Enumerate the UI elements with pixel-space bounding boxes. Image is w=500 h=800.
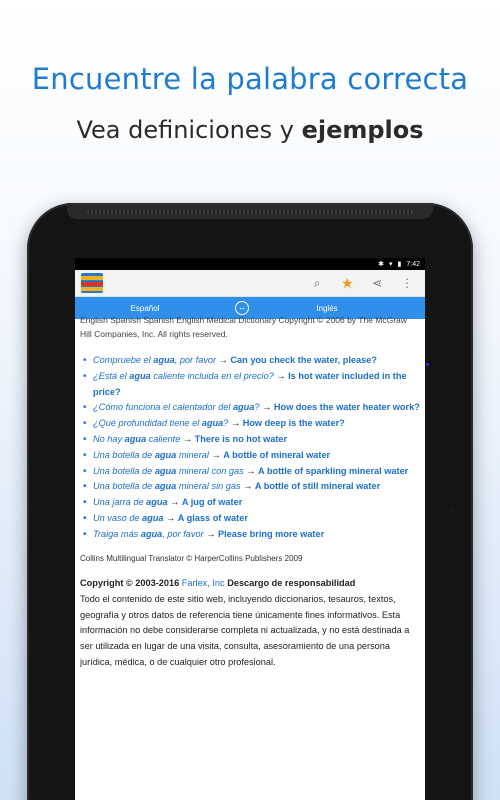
arrow-icon: → (211, 449, 221, 460)
example-item[interactable] (83, 432, 420, 448)
example-item[interactable] (83, 464, 420, 480)
toolbar-actions (311, 275, 419, 292)
example-spanish: No hay agua caliente (93, 433, 181, 444)
battery-icon: ▮ (397, 261, 402, 268)
promo-subheadline (0, 116, 500, 144)
target-language-tab[interactable]: Inglés (316, 303, 338, 313)
arrow-icon: → (218, 355, 228, 365)
search-icon[interactable]: ⌕ (313, 275, 321, 290)
example-item[interactable] (83, 479, 420, 495)
example-spanish: ¿Qué profundidad tiene el agua? (93, 418, 229, 429)
example-spanish: Una botella de agua mineral con gas (93, 465, 244, 476)
sensor-dot (451, 509, 455, 513)
example-spanish: Una botella de agua mineral sin gas (93, 481, 241, 492)
example-spanish: Una jarra de agua (93, 497, 168, 508)
example-english: A bottle of sparkling mineral water (258, 465, 409, 476)
example-item[interactable] (83, 495, 420, 511)
example-english: A glass of water (177, 512, 248, 523)
example-spanish: ¿Cómo funciona el calentador del agua? (93, 402, 260, 413)
example-item[interactable] (83, 369, 420, 401)
source-language-tab[interactable]: Español (130, 303, 160, 313)
arrow-icon: → (276, 370, 286, 381)
app-toolbar (75, 270, 425, 297)
example-spanish: ¿Está el agua caliente incluida en el precio? (93, 370, 274, 381)
entry-content (75, 313, 425, 670)
more-vert-icon[interactable]: ⋮ (401, 276, 413, 290)
disclaimer-link[interactable]: Descargo de responsabilidad (224, 578, 356, 589)
arrow-icon: → (166, 512, 176, 523)
status-time: 7:42 (406, 260, 420, 268)
arrow-icon: → (230, 418, 241, 429)
arrow-icon: → (182, 433, 193, 444)
example-item[interactable] (83, 511, 420, 527)
status-bar (75, 258, 425, 270)
swap-icon[interactable]: ↔ (235, 301, 249, 315)
example-spanish: Traiga más agua, por favor (93, 528, 204, 539)
example-spanish: Un vaso de agua (93, 512, 164, 523)
dictionary-credit: English Spanish Spanish English Medical Dictionary Copyright © 2006 by The McGraw Hill Companies, Inc. All rights reserved. (80, 315, 407, 339)
example-spanish: Compruebe el agua, por favor (93, 355, 217, 365)
collins-credit: Collins Multilingual Translator © HarperCollins Publishers 2009 (80, 553, 303, 563)
arrow-icon: → (206, 528, 216, 539)
example-english: A bottle of mineral water (223, 449, 331, 460)
copyright-line (80, 576, 420, 592)
notification-led (426, 363, 429, 366)
app-logo-icon[interactable] (81, 273, 103, 293)
device-screen (75, 258, 425, 800)
example-english: A jug of water (181, 497, 243, 508)
farlex-link[interactable]: Farlex, Inc (181, 578, 225, 589)
example-english: A bottle of still mineral water (254, 481, 381, 492)
example-english: How deep is the water? (242, 418, 345, 429)
arrow-icon: → (170, 497, 180, 508)
subheadline-bold: ejemplos (301, 116, 424, 144)
wifi-icon: ▾ (389, 261, 393, 268)
bluetooth-icon: ✱ (378, 261, 384, 268)
example-item[interactable] (83, 448, 420, 464)
example-item[interactable] (83, 416, 420, 432)
disclaimer-text: Todo el contenido de este sitio web, incluyendo diccionarios, tesauros, textos, geografía y otros datos de referencia tiene únicamente fines informativos. Esta información no debe considerarse completa ni actualizada, y no está destinada a ser utilizada en lugar de una visita, consulta, asesoramiento de una persona jurídica, médica, o de cualquier otro profesional. (80, 594, 410, 667)
example-english: Can you check the water, please? (230, 355, 377, 365)
copyright-prefix: Copyright © 2003-2016 (80, 578, 182, 589)
promo-headline: Encuentre la palabra correcta (31, 62, 469, 96)
example-english: Is hot water included in the price? (93, 370, 407, 397)
speaker-grille (87, 209, 413, 215)
arrow-icon: → (262, 402, 272, 413)
example-item[interactable] (83, 400, 420, 416)
star-icon[interactable]: ★ (341, 274, 354, 291)
arrow-icon: → (246, 465, 256, 476)
example-english: How does the water heater work? (273, 402, 420, 413)
example-item[interactable] (83, 353, 420, 369)
share-icon[interactable]: ⋖ (371, 276, 383, 290)
example-english: There is no hot water (194, 433, 288, 444)
example-item[interactable] (83, 527, 420, 543)
example-english: Please bring more water (217, 528, 325, 539)
example-list (83, 353, 420, 543)
arrow-icon: → (243, 481, 253, 492)
example-spanish: Una botella de agua mineral (93, 449, 209, 460)
subheadline-plain: Vea definiciones y (76, 116, 302, 144)
